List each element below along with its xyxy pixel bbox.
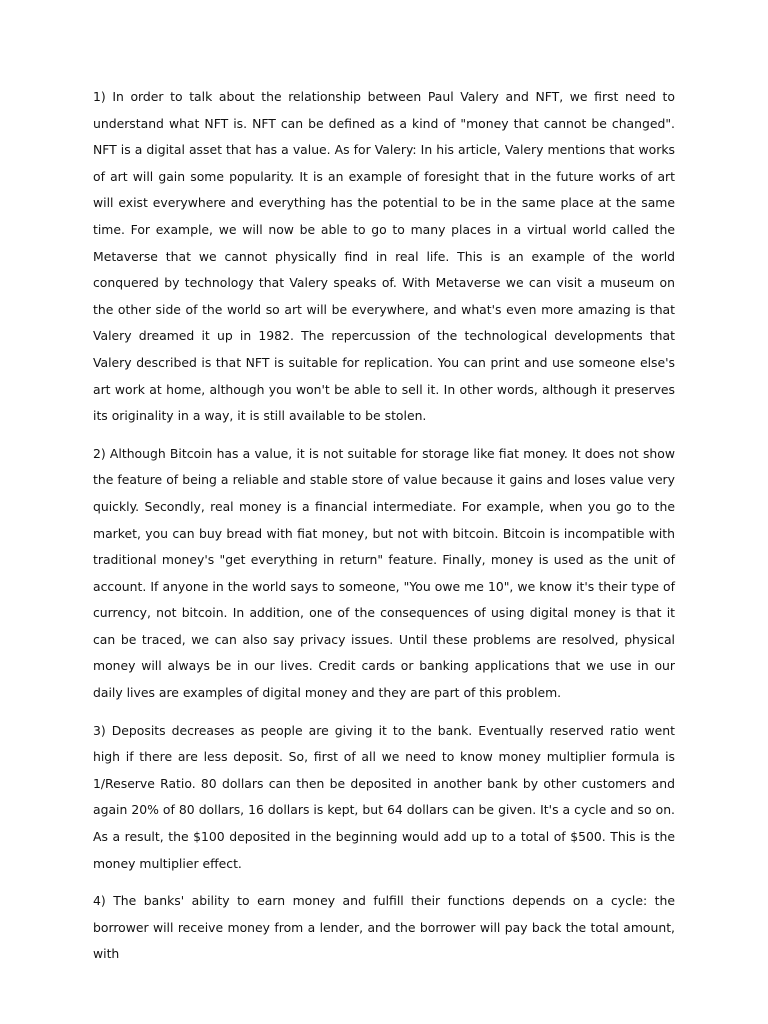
paragraph-3: 3) Deposits decreases as people are giving it to the bank. Eventually reserved ratio went high if there are less deposit. So, first of all we need to know money multiplier formula is 1/Reserve Ratio. 80 dollars can then be deposited in another bank by other customers and again 20% of 80 dollars, 16 dollars is kept, but 64 dollars can be given. It's a cycle and so on. As a result, the $100 deposited in the beginning would add up to a total of $500. This is the money multiplier effect. bbox=[93, 722, 675, 871]
paragraph-2: 2) Although Bitcoin has a value, it is not suitable for storage like fiat money. It does not show the feature of being a reliable and stable store of value because it gains and loses value very quickly. Secondly, real money is a financial intermediate. For example, when you go to the market, you can buy bread with fiat money, but not with bitcoin. Bitcoin is incompatible with traditional money's "get everything in return" feature. Finally, money is used as the unit of account. If anyone in the world says to someone, "You owe me 10", we know it's their type of currency, not bitcoin. In addition, one of the consequences of using digital money is that it can be traced, we can also say privacy issues. Until these problems are resolved, physical money will always be in our lives. Credit cards or banking applications that we use in our daily lives are examples of digital money and they are part of this problem. bbox=[93, 445, 675, 701]
paragraph-4: 4) The banks' ability to earn money and fulfill their functions depends on a cycle: the borrower will receive money from a lender, and the borrower will pay back the total amount, with bbox=[93, 893, 675, 962]
document-body bbox=[93, 84, 675, 979]
paragraph-1: 1) In order to talk about the relationship between Paul Valery and NFT, we first need to understand what NFT is. NFT can be defined as a kind of "money that cannot be changed". NFT is a digital asset that has a value. As for Valery: In his article, Valery mentions that works of art will gain some popularity. It is an example of foresight that in the future works of art will exist everywhere and everything has the potential to be in the same place at the same time. For example, we will now be able to go to many places in a virtual world called the Metaverse that we cannot physically find in real life. This is an example of the world conquered by technology that Valery speaks of. With Metaverse we can visit a museum on the other side of the world so art will be everywhere, and what's even more amazing is that Valery dreamed it up in 1982. The repercussion of the technological developments that Valery described is that NFT is suitable for replication. You can print and use someone else's art work at home, although you won't be able to sell it. In other words, although it preserves its originality in a way, it is still available to be stolen. bbox=[93, 89, 675, 424]
